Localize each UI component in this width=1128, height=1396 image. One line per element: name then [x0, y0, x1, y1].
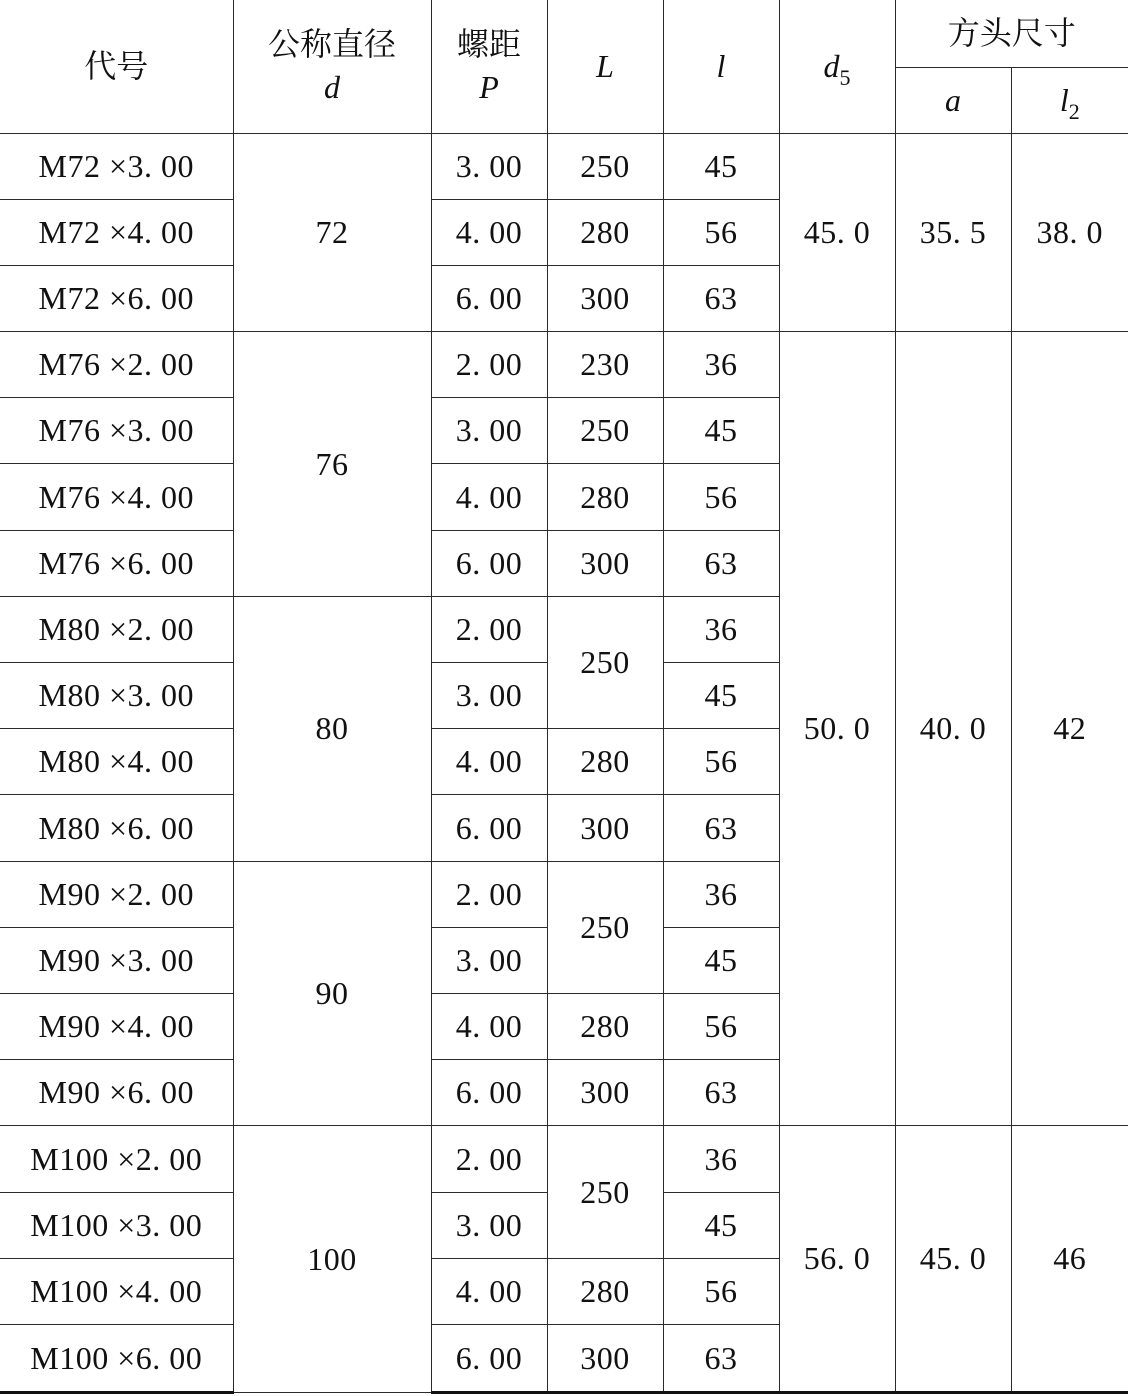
cell-pitch: 3. 00: [431, 663, 547, 729]
cell-pitch: 3. 00: [431, 398, 547, 464]
cell-L: 230: [547, 332, 663, 398]
cell-L: 280: [547, 1258, 663, 1324]
cell-l2: 42: [1011, 332, 1128, 1126]
cell-pitch: 2. 00: [431, 861, 547, 927]
cell-code: M80 ×4. 00: [0, 729, 233, 795]
cell-L: 250: [547, 861, 663, 993]
cell-L: 300: [547, 530, 663, 596]
cell-code: M76 ×4. 00: [0, 464, 233, 530]
cell-nominal-diameter: 90: [233, 861, 431, 1126]
cell-l: 63: [663, 530, 779, 596]
header-pitch: [431, 0, 547, 133]
cell-code: M100 ×4. 00: [0, 1258, 233, 1324]
header-L: L: [547, 0, 663, 133]
cell-L: 280: [547, 464, 663, 530]
cell-l: 56: [663, 464, 779, 530]
cell-pitch: 4. 00: [431, 1258, 547, 1324]
cell-l: 45: [663, 663, 779, 729]
cell-d5: 45. 0: [779, 133, 895, 332]
cell-l: 63: [663, 795, 779, 861]
cell-l: 56: [663, 993, 779, 1059]
cell-L: 250: [547, 1126, 663, 1258]
cell-code: M72 ×3. 00: [0, 133, 233, 199]
cell-L: 250: [547, 133, 663, 199]
cell-l: 36: [663, 332, 779, 398]
cell-pitch: 4. 00: [431, 199, 547, 265]
cell-pitch: 6. 00: [431, 530, 547, 596]
cell-pitch: 6. 00: [431, 1060, 547, 1126]
cell-code: M76 ×2. 00: [0, 332, 233, 398]
cell-pitch: 3. 00: [431, 133, 547, 199]
cell-a: 35. 5: [895, 133, 1011, 332]
cell-pitch: 2. 00: [431, 332, 547, 398]
cell-code: M72 ×6. 00: [0, 265, 233, 331]
header-nominal-diameter-symbol: d: [324, 69, 340, 106]
header-square-head: 方头尺寸: [895, 0, 1128, 67]
cell-L: 280: [547, 729, 663, 795]
cell-nominal-diameter: 80: [233, 596, 431, 861]
header-l2-subscript: 2: [1068, 98, 1080, 124]
cell-L: 300: [547, 1324, 663, 1392]
cell-code: M80 ×3. 00: [0, 663, 233, 729]
cell-l: 36: [663, 861, 779, 927]
cell-l: 36: [663, 596, 779, 662]
cell-l: 63: [663, 1060, 779, 1126]
cell-pitch: 6. 00: [431, 1324, 547, 1392]
cell-l: 56: [663, 199, 779, 265]
header-code: 代号: [0, 0, 233, 133]
cell-l2: 46: [1011, 1126, 1128, 1393]
cell-pitch: 2. 00: [431, 1126, 547, 1192]
cell-pitch: 4. 00: [431, 729, 547, 795]
cell-l: 45: [663, 927, 779, 993]
cell-l2: 38. 0: [1011, 133, 1128, 332]
cell-code: M80 ×6. 00: [0, 795, 233, 861]
header-nominal-diameter-label: 公称直径: [267, 26, 396, 63]
cell-pitch: 4. 00: [431, 464, 547, 530]
cell-code: M90 ×3. 00: [0, 927, 233, 993]
cell-d5: 50. 0: [779, 332, 895, 1126]
table-row: [0, 1126, 1128, 1192]
cell-L: 280: [547, 993, 663, 1059]
cell-code: M100 ×3. 00: [0, 1192, 233, 1258]
cell-L: 300: [547, 1060, 663, 1126]
table-row: [0, 133, 1128, 199]
cell-nominal-diameter: 100: [233, 1126, 431, 1393]
cell-l: 36: [663, 1126, 779, 1192]
cell-l: 45: [663, 133, 779, 199]
header-l: l: [663, 0, 779, 133]
header-pitch-symbol: P: [479, 69, 499, 106]
cell-code: M100 ×2. 00: [0, 1126, 233, 1192]
cell-code: M90 ×2. 00: [0, 861, 233, 927]
table-row: [0, 332, 1128, 398]
cell-pitch: 3. 00: [431, 1192, 547, 1258]
header-a: a: [895, 67, 1011, 133]
cell-a: 40. 0: [895, 332, 1011, 1126]
cell-nominal-diameter: 72: [233, 133, 431, 332]
header-row-1: [0, 0, 1128, 67]
cell-l: 63: [663, 265, 779, 331]
header-d5-subscript: 5: [839, 64, 851, 90]
cell-code: M100 ×6. 00: [0, 1324, 233, 1392]
cell-code: M72 ×4. 00: [0, 199, 233, 265]
cell-pitch: 2. 00: [431, 596, 547, 662]
cell-code: M90 ×4. 00: [0, 993, 233, 1059]
cell-L: 300: [547, 265, 663, 331]
cell-l: 56: [663, 1258, 779, 1324]
cell-d5: 56. 0: [779, 1126, 895, 1393]
cell-a: 45. 0: [895, 1126, 1011, 1393]
cell-L: 250: [547, 398, 663, 464]
header-d5: [779, 0, 895, 133]
cell-l: 45: [663, 1192, 779, 1258]
cell-L: 280: [547, 199, 663, 265]
cell-l: 63: [663, 1324, 779, 1392]
cell-code: M76 ×3. 00: [0, 398, 233, 464]
header-d5-symbol: d: [823, 47, 840, 84]
cell-l: 45: [663, 398, 779, 464]
cell-nominal-diameter: 76: [233, 332, 431, 597]
cell-code: M76 ×6. 00: [0, 530, 233, 596]
cell-pitch: 6. 00: [431, 795, 547, 861]
cell-pitch: 6. 00: [431, 265, 547, 331]
cell-l: 56: [663, 729, 779, 795]
header-l2-symbol: l: [1059, 81, 1069, 118]
header-pitch-label: 螺距: [456, 26, 521, 63]
header-l2: [1011, 67, 1128, 133]
cell-pitch: 3. 00: [431, 927, 547, 993]
header-nominal-diameter: [233, 0, 431, 133]
cell-code: M90 ×6. 00: [0, 1060, 233, 1126]
cell-L: 300: [547, 795, 663, 861]
cell-pitch: 4. 00: [431, 993, 547, 1059]
cell-code: M80 ×2. 00: [0, 596, 233, 662]
cell-L: 250: [547, 596, 663, 728]
